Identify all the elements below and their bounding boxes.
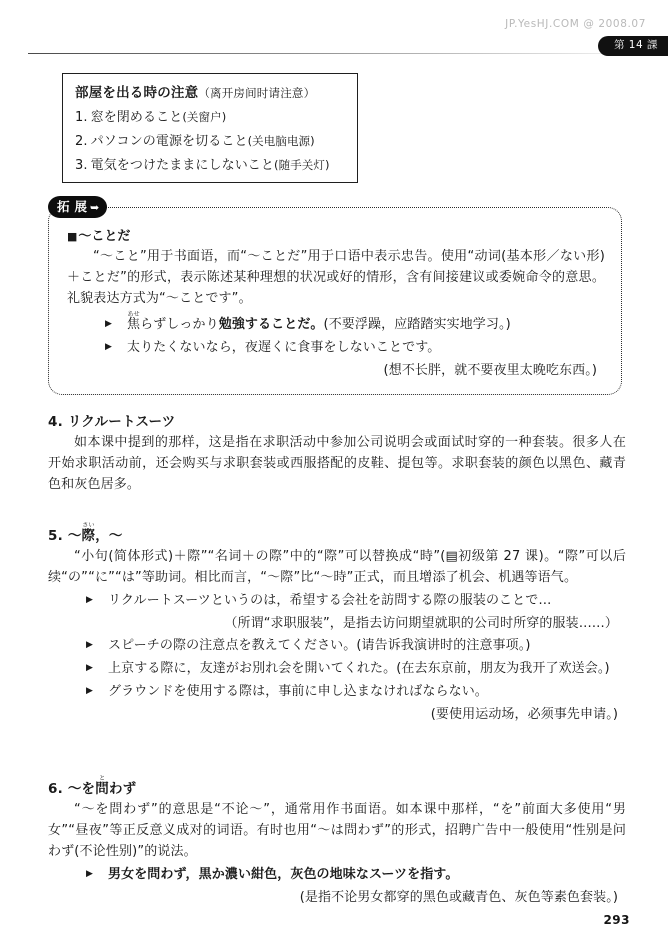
expansion-heading-text: ～ことだ	[78, 229, 131, 244]
example-translation: (是指不论男女都穿的黑色或藏青色、灰色等素色套装。)	[299, 890, 618, 905]
example-jp: リクルートスーツというのは，希望する会社を訪問する際の服装のことで…	[108, 593, 552, 608]
notice-item-cn: (随手关灯)	[274, 158, 330, 172]
example-item	[67, 311, 605, 337]
example-item	[48, 635, 626, 658]
triangle-bullet-icon: ▶	[105, 319, 113, 329]
ruby-aseru: 焦あせ	[127, 311, 141, 332]
expansion-badge	[48, 196, 107, 218]
page-number: 293	[603, 913, 630, 927]
example-translation: (要使用运动场，必须事先申请。)	[430, 707, 618, 722]
section-5-title	[48, 522, 626, 544]
triangle-bullet-icon: ▶	[86, 869, 94, 879]
section-4-paragraph: 如本课中提到的那样，这是指在求职活动中参加公司说明会或面试时穿的一种套装。很多人在开始求职活动前，还会购买与求职套装或西服搭配的皮鞋、提包等。求职套装的颜色以黑色、藏青色和灰色居多。	[48, 435, 626, 492]
example-translation: （所谓“求职服装”，是指去访问期望就职的公司时所穿的服装……）	[224, 616, 618, 631]
notice-item-jp: パソコンの電源を切ること	[90, 134, 248, 149]
notice-item-cn: (关窗户)	[182, 110, 227, 124]
notice-title-jp: 部屋を出る時の注意	[75, 85, 199, 101]
expansion-heading	[67, 225, 605, 244]
example-cn: (请告诉我演讲时的注意事项。)	[356, 638, 531, 653]
triangle-bullet-icon: ▶	[86, 595, 94, 605]
notice-title	[75, 81, 348, 101]
section-6-number: 6.	[48, 781, 63, 797]
section-4-number: 4.	[48, 414, 63, 430]
example-cn: (不要浮躁，应踏踏实实地学习。)	[323, 317, 511, 332]
expansion-trailing-translation: (想不长胖，就不要夜里太晚吃东西。)	[383, 363, 597, 378]
example-jp: 男女を問わず，黒か濃い紺色，灰色の地味なスーツを指す。	[108, 867, 459, 882]
section-5-example-list	[48, 590, 626, 726]
section-5-number: 5.	[48, 528, 63, 544]
notice-item	[75, 106, 348, 125]
section-6-paragraph: “～を問わず”的意思是“不论～”，通常用作书面语。如本课中那样，“を”前面大多使用“男女”“昼夜”等正反意义成对的词语。有时也用“～は問わず”的形式，招聘广告中一般使用“性别是问わず(不论性别)”的说法。	[48, 802, 626, 859]
section-4	[48, 410, 626, 495]
notice-item	[75, 154, 348, 173]
example-jp: 太りたくないなら，夜遅くに食事をしないことです。	[127, 340, 441, 355]
notice-item-jp: 窓を閉めること	[90, 110, 183, 125]
notice-item-cn: (关电脑电源)	[247, 134, 315, 148]
notice-item-number: 3.	[75, 158, 88, 173]
expansion-badge-label: 拓展	[57, 198, 93, 214]
triangle-bullet-icon: ▶	[105, 342, 113, 352]
expansion-box	[48, 207, 622, 395]
square-bullet-icon: ■	[67, 230, 78, 243]
section-5	[48, 522, 626, 726]
notice-item	[75, 130, 348, 149]
ruby-tou: 問と	[95, 775, 109, 797]
section-6-title-text: ～を問とわず	[67, 775, 137, 797]
triangle-bullet-icon: ▶	[86, 686, 94, 696]
notice-item-number: 2.	[75, 134, 88, 149]
arrow-icon: ➥	[90, 200, 100, 214]
notice-item-jp: 電気をつけたままにしないこと	[90, 158, 275, 173]
section-5-paragraph-text: “小句(简体形式)＋際”“名词＋の際”中的“際”可以替换成“時”(▤初级第 27 课)。“際”可以后续“の”“に”“は”等助词。相比而言，“～際”比“～時”正式，而且增添了机会、机遇等语气。	[48, 549, 626, 585]
triangle-bullet-icon: ▶	[86, 640, 94, 650]
expansion-example-list	[67, 311, 605, 360]
example-item	[48, 864, 626, 887]
example-item	[48, 590, 626, 613]
example-jp: グラウンドを使用する際は，事前に申し込まなければならない。	[108, 684, 488, 699]
section-6-example-list	[48, 864, 626, 909]
section-4-title-text: リクルートスーツ	[67, 414, 176, 430]
notice-item-number: 1.	[75, 110, 88, 125]
example-item	[67, 337, 605, 360]
section-5-paragraph	[48, 546, 626, 588]
section-6	[48, 775, 626, 909]
example-jp: 上京する際に，友達がお別れ会を開いてくれた。	[108, 661, 397, 676]
section-6-title	[48, 775, 626, 797]
example-jp-mid: らずしっかり	[140, 317, 219, 332]
example-item	[48, 658, 626, 681]
example-cn: (在去东京前，朋友为我开了欢送会。)	[396, 661, 610, 676]
watermark-text: JP.YesHJ.COM @ 2008.07	[505, 18, 646, 30]
section-5-title-text: ～際さい，～	[67, 522, 123, 544]
section-4-title	[48, 410, 626, 430]
example-item	[48, 681, 626, 704]
header-divider	[28, 53, 616, 54]
notice-title-cn: （离开房间时请注意）	[198, 86, 316, 100]
lesson-tab: 第 14 課	[598, 36, 668, 56]
triangle-bullet-icon: ▶	[86, 663, 94, 673]
notice-box	[62, 73, 358, 183]
example-jp: スピーチの際の注意点を教えてください。	[108, 638, 357, 653]
expansion-paragraph: “～こと”用于书面语，而“～ことだ”用于口语中表示忠告。使用“动词(基本形／ない形)＋ことだ”的形式，表示陈述某种理想的状况或好的情形，含有间接建议或委婉命令的意思。礼貌表达方式为“～ことです”。	[67, 249, 605, 306]
example-jp-bold: 勉強することだ。	[218, 317, 324, 332]
ruby-sai: 際さい	[81, 522, 96, 544]
